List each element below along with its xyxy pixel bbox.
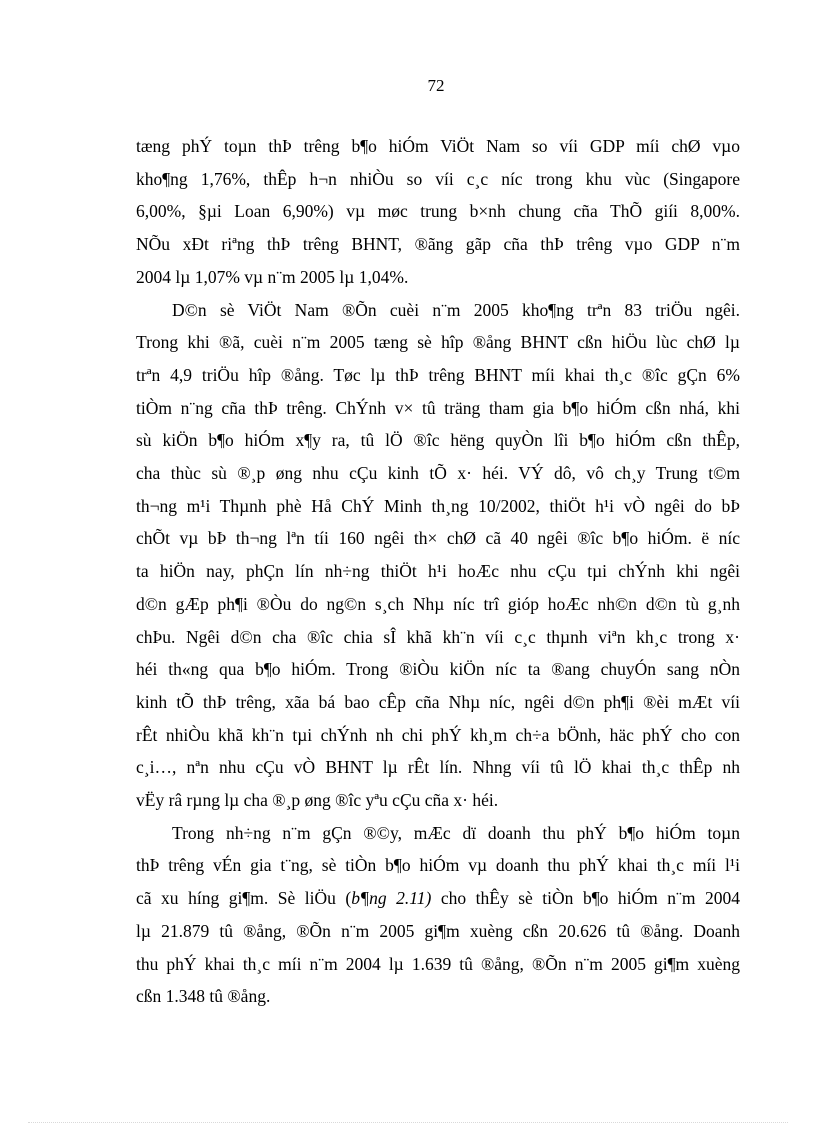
text-line: Trong khi ®ã, cuèi n¨m 2005 tæng sè hîp ®ång BHNT cßn hiÖu lùc chØ lµ <box>136 332 740 353</box>
page-number: 72 <box>427 76 445 95</box>
text-line: cha thùc sù ®¸p øng nhu cÇu kinh tÕ x· héi. VÝ dô, vô ch¸y Trung t©m <box>136 463 740 484</box>
text-line: NÕu xÐt riªng thÞ trêng BHNT, ®ãng gãp cña thÞ trêng vµo GDP n¨m <box>136 234 740 255</box>
text-line: héi th«ng qua b¶o hiÓm. Trong ®iÒu kiÖn níc ta ®ang chuyÓn sang nÒn <box>136 659 740 680</box>
text-line: lµ 21.879 tû ®ång, ®Õn n¨m 2005 gi¶m xuèng cßn 20.626 tû ®ång. Doanh <box>136 920 740 941</box>
text-line: D©n sè ViÖt Nam ®Õn cuèi n¨m 2005 kho¶ng trªn 83 triÖu ngêi. <box>172 299 740 320</box>
text-line: kinh tÕ thÞ trêng, xãa bá bao cÊp cña Nhµ níc, ngêi d©n ph¶i ®èi mÆt víi <box>136 691 740 712</box>
text-line: rÊt nhiÒu khã kh¨n tµi chÝnh nh chi phÝ kh¸m ch÷a bÖnh, häc phÝ cho con <box>136 724 740 745</box>
text-line: sù kiÖn b¶o hiÓm x¶y ra, tû lÖ ®îc hëng quyÒn lîi b¶o hiÓm cßn thÊp, <box>136 430 740 451</box>
text-line: thu phÝ khai th¸c míi n¨m 2004 lµ 1.639 tû ®ång, ®Õn n¨m 2005 gi¶m xuèng <box>136 953 740 974</box>
text-line: cã xu híng gi¶m. Sè liÖu (b¶ng 2.11) cho thÊy sè tiÒn b¶o hiÓm n¨m 2004 <box>136 888 740 909</box>
text-line: cßn 1.348 tû ®ång. <box>136 986 271 1007</box>
document-body <box>136 130 740 1013</box>
text-line: th¬ng m¹i Thµnh phè Hå ChÝ Minh th¸ng 10/2002, thiÖt h¹i vÒ ngêi do bÞ <box>136 495 740 516</box>
paragraph-2 <box>136 294 740 817</box>
text-line: trªn 4,9 triÖu hîp ®ång. Tøc lµ thÞ trêng BHNT míi khai th¸c ®îc gÇn 6% <box>136 364 740 385</box>
text-line: chÕt vµ bÞ th¬ng lªn tíi 160 ngêi th× chØ cã 40 ngêi ®îc b¶o hiÓm. ë níc <box>136 528 740 549</box>
text-line: c¸i…, nªn nhu cÇu vÒ BHNT lµ rÊt lín. Nhng víi tû lÖ khai th¸c thÊp nh <box>136 757 740 778</box>
text-line: d©n gÆp ph¶i ®Òu do ng©n s¸ch Nhµ níc trî gióp hoÆc nh©n d©n tù g¸nh <box>136 593 740 614</box>
text-line: tæng phÝ toµn thÞ trêng b¶o hiÓm ViÖt Nam so víi GDP míi chØ vµo <box>136 136 740 156</box>
text-line: chÞu. Ngêi d©n cha ®îc chia sÎ khã kh¨n víi c¸c thµnh viªn kh¸c trong x· <box>136 626 740 647</box>
paragraph-3 <box>136 817 740 1013</box>
text-line: 2004 lµ 1,07% vµ n¨m 2005 lµ 1,04%. <box>136 266 409 287</box>
text-line: kho¶ng 1,76%, thÊp h¬n nhiÒu so víi c¸c níc trong khu vùc (Singapore <box>136 168 740 189</box>
paragraph-1 <box>136 130 740 294</box>
text-line: tiÒm n¨ng cña thÞ trêng. ChÝnh v× tû träng tham gia b¶o hiÓm cßn nhá, khi <box>136 397 740 418</box>
text-line: thÞ trêng vÉn gia t¨ng, sè tiÒn b¶o hiÓm vµ doanh thu phÝ khai th¸c míi l¹i <box>136 855 740 876</box>
text-line: ta hiÖn nay, phÇn lín nh÷ng thiÖt h¹i hoÆc nhu cÇu tµi chÝnh khi ngêi <box>136 561 740 582</box>
text-line: vËy râ rµng lµ cha ®¸p øng ®îc yªu cÇu cña x· héi. <box>136 790 499 811</box>
text-line: 6,00%, §µi Loan 6,90%) vµ møc trung b×nh chung cña ThÕ giíi 8,00%. <box>136 201 740 222</box>
text-line: Trong nh÷ng n¨m gÇn ®©y, mÆc dï doanh thu phÝ b¶o hiÓm toµn <box>172 822 740 843</box>
